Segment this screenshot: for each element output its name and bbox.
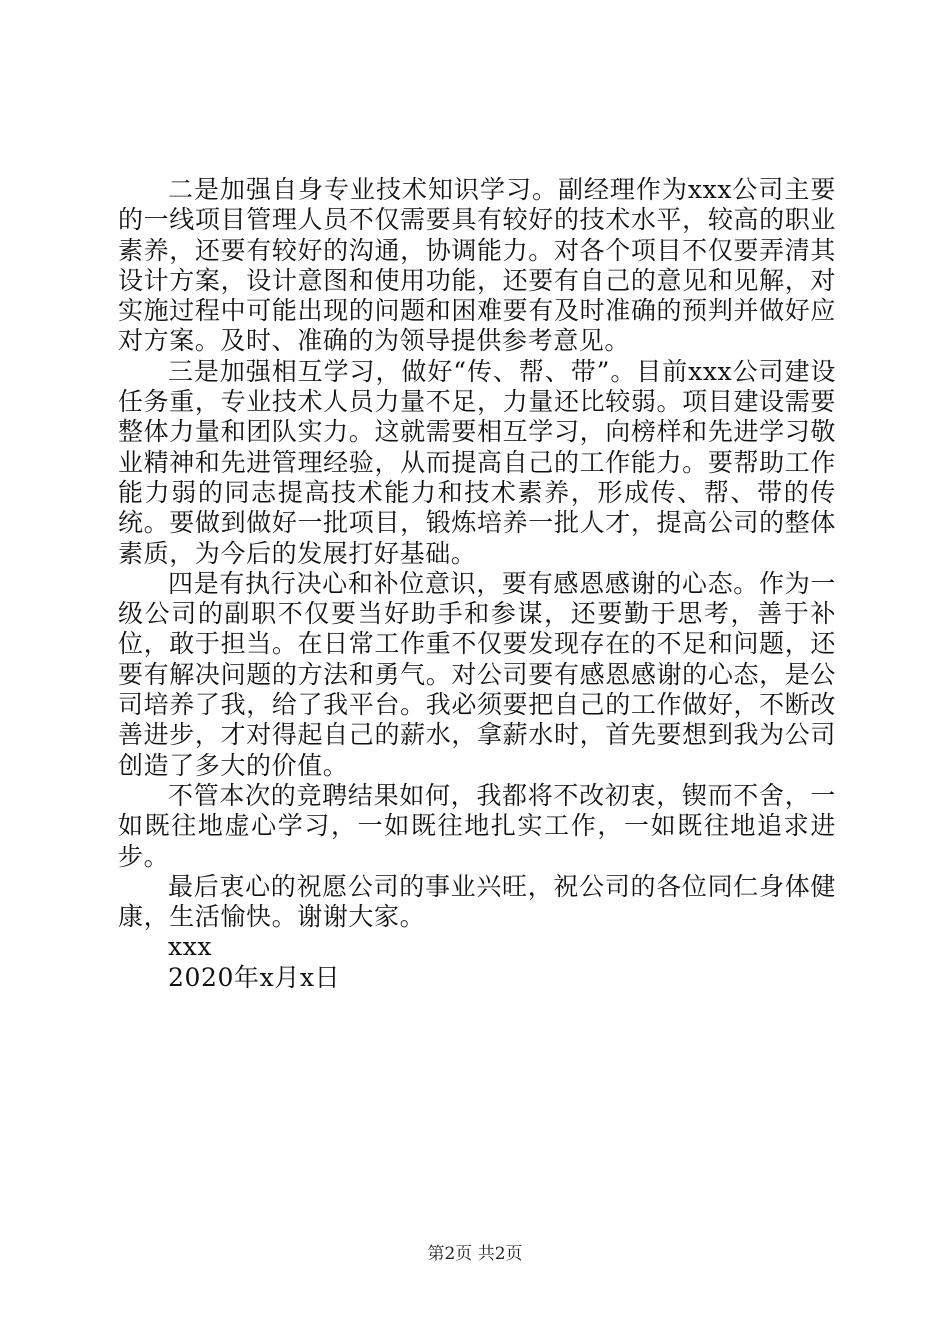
- signature-date: 2020年x月x日: [168, 962, 341, 992]
- paragraph-two-self-study: 二是加强自身专业技术知识学习。副经理作为xxx公司主要的一线项目管理人员不仅需要具有较好的技术水平，较高的职业素养，还要有较好的沟通，协调能力。对各个项目不仅要弄清其设计方案，设计意图和使用功能，还要有自己的意见和见解，对实施过程中可能出现的问题和困难要有及时准确的预判并做好应对方案。及时、准确的为领导提供参考意见。: [118, 175, 836, 356]
- signature-name: xxx: [168, 932, 213, 962]
- page-number-footer: 第2页 共2页: [427, 1244, 523, 1264]
- paragraph-commitment: 不管本次的竞聘结果如何，我都将不改初衷，锲而不舍，一如既往地虚心学习，一如既往地扎实工作，一如既往地追求进步。: [118, 780, 836, 871]
- paragraph-three-mutual-learning: 三是加强相互学习，做好“传、帮、带”。目前xxx公司建设任务重，专业技术人员力量不足，力量还比较弱。项目建设需要整体力量和团队实力。这就需要相互学习，向榜样和先进学习敬业精神和先进管理经验，从而提高自己的工作能力。要帮助工作能力弱的同志提高技术能力和技术素养，形成传、帮、带的传统。要做到做好一批项目，锻炼培养一批人才，提高公司的整体素质，为今后的发展打好基础。: [118, 356, 836, 568]
- paragraph-closing-wishes: 最后衷心的祝愿公司的事业兴旺，祝公司的各位同仁身体健康，生活愉快。谢谢大家。: [118, 871, 836, 932]
- paragraph-four-execution: 四是有执行决心和补位意识，要有感恩感谢的心态。作为一级公司的副职不仅要当好助手和参谋，还要勤于思考，善于补位，敢于担当。在日常工作重不仅要发现存在的不足和问题，还要有解决问题的方法和勇气。对公司要有感恩感谢的心态，是公司培养了我，给了我平台。我必须要把自己的工作做好，不断改善进步，才对得起自己的薪水，拿薪水时，首先要想到我为公司创造了多大的价值。: [118, 568, 836, 780]
- document-body: [118, 175, 836, 993]
